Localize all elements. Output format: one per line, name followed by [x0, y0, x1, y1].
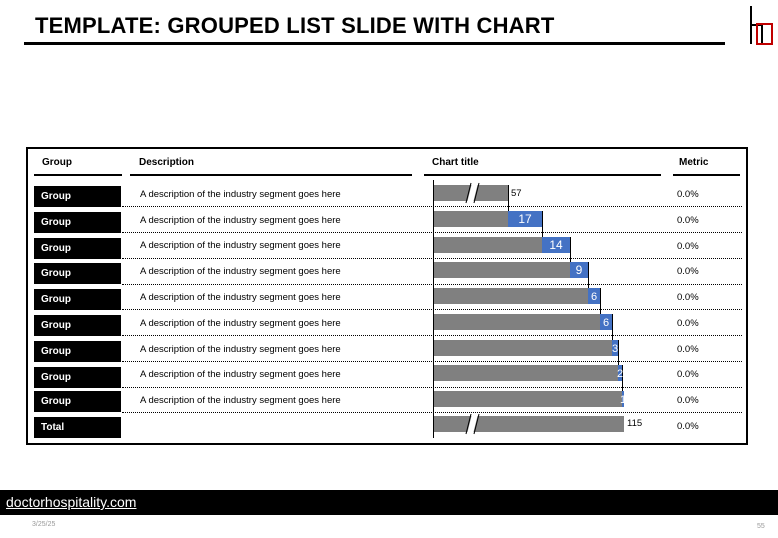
- slide-title: TEMPLATE: GROUPED LIST SLIDE WITH CHART: [35, 13, 555, 38]
- chart-title: Chart title: [432, 157, 479, 168]
- row-description: A description of the industry segment goes here: [140, 395, 341, 406]
- group-label: Group: [34, 238, 121, 259]
- row-metric: 0.0%: [677, 292, 699, 303]
- row-description: A description of the industry segment goes here: [140, 344, 341, 355]
- bar-base: [434, 365, 618, 381]
- header-metric: Metric: [679, 157, 709, 168]
- group-label: Group: [34, 186, 121, 207]
- row-description: A description of the industry segment goes here: [140, 266, 341, 277]
- row-metric: 0.0%: [677, 241, 699, 252]
- row-description: A description of the industry segment goes here: [140, 318, 341, 329]
- page-number: 55: [757, 523, 765, 530]
- group-label: Group: [34, 367, 121, 388]
- header-rule-group: [34, 174, 122, 176]
- total-metric: 0.0%: [677, 421, 699, 432]
- slide-date: 3/25/25: [32, 521, 56, 528]
- brand-logo: [748, 6, 774, 46]
- bar-total: [434, 416, 624, 432]
- row-description: A description of the industry segment goes here: [140, 215, 341, 226]
- data-label: 9: [575, 263, 583, 277]
- footer-bar: [0, 490, 778, 515]
- data-label: 3: [611, 343, 619, 355]
- row-metric: 0.0%: [677, 344, 699, 355]
- data-label: 1: [619, 394, 627, 406]
- group-label: Group: [34, 289, 121, 310]
- row-metric: 0.0%: [677, 215, 699, 226]
- total-label: Total: [34, 417, 121, 438]
- group-label: Group: [34, 341, 121, 362]
- row-description: A description of the industry segment goes here: [140, 189, 341, 200]
- data-label: 17: [518, 212, 532, 226]
- title-underline: [24, 42, 725, 45]
- row-metric: 0.0%: [677, 369, 699, 380]
- bar-base: [434, 314, 600, 330]
- waterfall-chart: [430, 176, 670, 440]
- bar-base: [434, 288, 588, 304]
- website-link[interactable]: doctorhospitality.com: [6, 494, 137, 510]
- data-label: 14: [549, 238, 563, 252]
- data-label: 6: [590, 291, 598, 303]
- bar-base: [434, 237, 542, 253]
- header-group: Group: [42, 157, 72, 168]
- header-rule-description: [130, 174, 412, 176]
- group-label: Group: [34, 263, 121, 284]
- row-metric: 0.0%: [677, 318, 699, 329]
- header-description: Description: [139, 157, 195, 168]
- row-description: A description of the industry segment goes here: [140, 292, 341, 303]
- group-label: Group: [34, 315, 121, 336]
- header-rule-metric: [673, 174, 740, 176]
- group-label: Group: [34, 212, 121, 233]
- row-description: A description of the industry segment goes here: [140, 240, 341, 251]
- data-label: 6: [602, 317, 610, 329]
- data-label: 115: [627, 418, 643, 429]
- data-label: 57: [511, 188, 522, 199]
- bar-base: [434, 211, 508, 227]
- group-label: Group: [34, 391, 121, 412]
- row-metric: 0.0%: [677, 395, 699, 406]
- data-label: 2: [616, 368, 624, 380]
- row-description: A description of the industry segment goes here: [140, 369, 341, 380]
- row-metric: 0.0%: [677, 266, 699, 277]
- row-metric: 0.0%: [677, 189, 699, 200]
- bar-base: [434, 340, 612, 356]
- bar-base: [434, 391, 622, 407]
- bar-base: [434, 262, 570, 278]
